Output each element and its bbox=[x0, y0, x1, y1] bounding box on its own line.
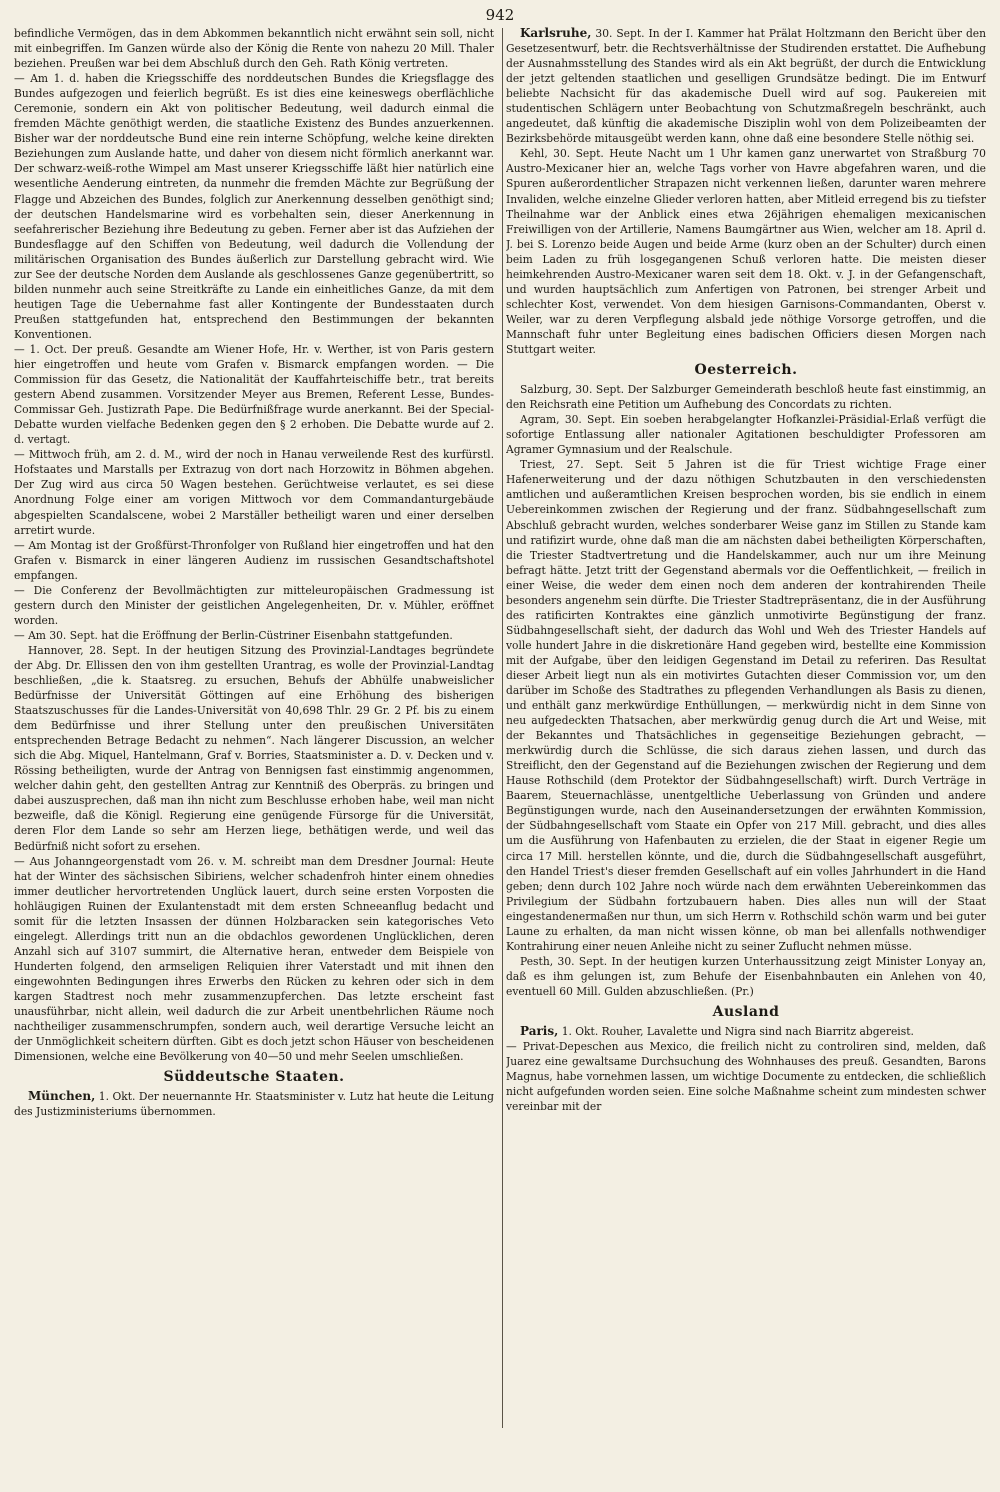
article-paragraph bbox=[14, 643, 494, 854]
paragraph-text: — Die Conferenz der Bevollmächtigten zur mitteleuropäischen Gradmessung ist gestern durch den Minister der geistlichen Angelegenheiten, Dr. v. Mühler, eröffnet worden. bbox=[14, 583, 494, 627]
dateline: Karlsruhe, bbox=[520, 26, 592, 40]
article-paragraph bbox=[14, 583, 494, 628]
paragraph-text: 1. Okt. Der neuernannte Hr. Staatsminister v. Lutz hat heute die Leitung des Justizministeriums übernommen. bbox=[14, 1090, 494, 1119]
paragraph-text: — Mittwoch früh, am 2. d. M., wird der noch in Hanau verweilende Rest des kurfürstl. Hofstaates und Marstalls per Extrazug von dort nach Horzowitz in Böhmen abgehen. Der Zug wird aus circa 50 Wagen bestehen. Gerüchtweise verlautet, es sei diese Anordnung Folge einer am vorigen Mittwoch vor dem Commandanturgebäude abgespielten Scandalscene, wobei 2 Marställer betheiligt waren und einer derselben arretirt wurde. bbox=[14, 448, 494, 537]
article-paragraph bbox=[14, 628, 494, 643]
paragraph-text: Agram, 30. Sept. Ein soeben herabgelangter Hofkanzlei-Präsidial-Erlaß verfügt die sofortige Entlassung aller nationaler Agitationen beschuldigter Professoren am Agramer Gymnasium und der Realschule. bbox=[506, 413, 986, 457]
article-paragraph bbox=[14, 538, 494, 583]
article-paragraph bbox=[14, 1089, 494, 1119]
article-paragraph bbox=[14, 26, 494, 71]
right-column bbox=[506, 26, 986, 1486]
paragraph-text: 1. Okt. Rouher, Lavalette und Nigra sind nach Biarritz abgereist. bbox=[558, 1025, 914, 1039]
paragraph-text: — Am Montag ist der Großfürst-Thronfolger von Rußland hier eingetroffen und hat den Grafen v. Bismarck in einer längeren Audienz im russischen Gesandtschaftshotel empfangen. bbox=[14, 538, 494, 582]
paragraph-text: Pesth, 30. Sept. In der heutigen kurzen Unterhaussitzung zeigt Minister Lonyay an, daß es ihm gelungen ist, zum Behufe der Eisenbahnbauten ein Anlehen von 40, eventuell 60 Mill. Gulden abzuschließen. (Pr.) bbox=[506, 954, 986, 998]
columns bbox=[14, 26, 986, 1486]
paragraph-text: Hannover, 28. Sept. In der heutigen Sitzung des Provinzial-Landtages begründete der Abg. Dr. Ellissen den von ihm gestellten Urantrag, es wolle der Provinzial-Landtag beschließen, „die k. Staatsreg. zu ersuchen, Behufs der Abhülfe unabweislicher Bedürfnisse der Universität Göttingen auf eine Erhöhung des bisherigen Staatszuschusses für die Landes-Universität von 40,698 Thlr. 29 Gr. 2 Pf. bis zu einem dem Bedürfnisse und ihrer Stellung unter den preußischen Universitäten entsprechenden Betrage Bedacht zu nehmen“. Nach längerer Discussion, an welcher sich die Abg. Miquel, Hantelmann, Graf v. Borries, Staatsminister a. D. v. Decken und v. Rössing betheiligten, wurde der Antrag von Bennigsen fast einstimmig angenommen, welcher dahin geht, den gestellten Antrag zur Kenntniß des Oberpräs. zu bringen und dabei auszusprechen, daß man ihn nicht zum Beschlusse erhoben habe, weil man nicht bezweifle, daß die Königl. Regierung eine genügende Fürsorge für die Universität, deren Flor dem Lande so sehr am Herzen liege, bethätigen werde, und weil das Bedürfniß nicht sofort zu ersehen. bbox=[14, 643, 494, 853]
paragraph-text: Triest, 27. Sept. Seit 5 Jahren ist die für Triest wichtige Frage einer Hafenerweiterung und der dazu nöthigen Schutzbauten in den verschiedensten amtlichen und außeramtlichen Kreisen besprochen worden, bis sie endlich in einem Uebereinkommen zwischen der Regierung und der franz. Südbahngesellschaft zum Abschluß gebracht wurden, welches sonderbarer Weise ganz im Stillen zu Stande kam und ratifizirt wurde, ohne daß man die am nächsten dabei betheiligten Körperschaften, die Triester Stadtvertretung und die Handelskammer, auch nur um ihre Meinung befragt hätte. Jetzt tritt der Gegenstand abermals vor die Oeffentlichkeit, — freilich in einer Weise, die weder dem einen noch dem anderen der kontrahirenden Theile besonders angenehm sein dürfte. Die Triester Stadtrepräsentanz, die in der Ausführung des ratificirten Kontraktes eine gänzlich unmotivirte Begünstigung der franz. Südbahngesellschaft sieht, der dadurch das Wohl und Weh des Triester Handels auf volle hundert Jahre in die diskretionäre Hand gegeben wird, bestellte eine Kommission mit der Aufgabe, über den leidigen Gegenstand im Detail zu referiren. Das Resultat dieser Arbeit liegt nun als ein motivirtes Gutachten dieser Commission vor, um den darüber im Schoße des Stadtrathes zu pflegenden Verhandlungen als Basis zu dienen, und enthält ganz merkwürdige Enthüllungen, — merkwürdig nicht in dem Sinne von neu aufgedeckten Thatsachen, aber merkwürdig genug durch die Art und Weise, mit der Bekanntes und Thatsächliches in gegenseitige Beziehungen gebracht, — merkwürdig durch die Schlüsse, die sich daraus ziehen lassen, und durch das Streiflicht, den der Gegenstand auf die Beziehungen zwischen der Regierung und dem Hause Rothschild (dem Protektor der Südbahngesellschaft) wirft. Durch Verträge in Baarem, Steuernachlässe, unentgeltliche Ueberlassung von Gründen und andere Begünstigungen wurde, nach den Auseinandersetzungen der erwähnten Kommission, der Südbahngesellschaft vom Staate ein Opfer von 217 Mill. gebracht, und dies alles um die Ausführung von Hafenbauten zu erzielen, die der Staat in eigener Regie um circa 17 Mill. herstellen könnte, und die, durch die Südbahngesellschaft ausgeführt, den Handel Triest's dieser fremden Gesellschaft auf ein volles Jahrhundert in die Hand geben; denn durch 102 Jahre noch würde nach dem erwähnten Uebereinkommen das Privilegium der Südbahn fortzubauern haben. Dies alles nun will der Staat eingestandenermaßen nur thun, um sich Herrn v. Rothschild schön warm und bei guter Laune zu erhalten, da man nicht wissen könne, ob man bei allenfalls nothwendiger Kontrahirung einer neuen Anleihe nicht zu seiner Zuflucht nehmen müsse. bbox=[506, 458, 986, 953]
article-paragraph bbox=[506, 954, 986, 999]
paragraph-text: — Am 30. Sept. hat die Eröffnung der Berlin-Cüstriner Eisenbahn stattgefunden. bbox=[14, 628, 453, 642]
article-paragraph bbox=[14, 854, 494, 1065]
paragraph-text: — Am 1. d. haben die Kriegsschiffe des norddeutschen Bundes die Kriegsflagge des Bundes aufgezogen und feierlich begrüßt. Es ist dies eine keineswegs oberflächliche Ceremonie, sondern ein Akt von politischer Bedeutung, weil dadurch einmal die fremden Mächte genöthigt werden, die staatliche Existenz des Bundes anzuerkennen. Bisher war der norddeutsche Bund eine rein interne Schöpfung, welche keine direkten Beziehungen zum Auslande hatte, und daher von diesem nicht förmlich anerkannt war. Der schwarz-weiß-rothe Wimpel am Mast unserer Kriegsschiffe läßt hier natürlich eine wesentliche Aenderung eintreten, da nunmehr die fremden Mächte zur Begrüßung der Flagge und Abzeichen des Bundes, folglich zur Anerkennung desselben genöthigt sind; der deutschen Handelsmarine wird es vorbehalten sein, dieser Anerkennung in seefahrerischer Beziehung ihre Bedeutung zu geben. Ferner aber ist das Aufziehen der Bundesflagge auf den Schiffen von Bedeutung, weil dadurch die Vollendung der militärischen Organisation des Bundes äußerlich zur Darstellung gebracht wird. Wie zur See der deutsche Norden dem Auslande als geschlossenes Ganze gegenübertritt, so bilden nunmehr auch seine Streitkräfte zu Lande ein einheitliches Ganze, da mit dem heutigen Tage die Uebernahme fast aller Kontingente der Bundesstaaten durch Preußen stattgefunden hat, entsprechend den Bestimmungen der bekannten Konventionen. bbox=[14, 72, 494, 341]
paragraph-text: befindliche Vermögen, das in dem Abkommen bekanntlich nicht erwähnt sein soll, nicht mit einbegriffen. Im Ganzen würde also der König die Rente von nahezu 20 Mill. Thaler beziehen. Preußen war bei dem Abschluß durch den Geh. Rath König vertreten. bbox=[14, 27, 494, 71]
paragraph-text: — Privat-Depeschen aus Mexico, die freilich nicht zu controliren sind, melden, daß Juarez eine gewaltsame Durchsuchung des Wohnhauses des preuß. Gesandten, Barons Magnus, habe vornehmen lassen, um wichtige Documente zu entdecken, die schließlich nicht aufgefunden worden seien. Eine solche Maßnahme scheint zum mindesten schwer vereinbar mit der bbox=[506, 1040, 986, 1114]
page-number: 942 bbox=[485, 6, 515, 24]
article-paragraph bbox=[506, 26, 986, 146]
article-paragraph bbox=[506, 1024, 986, 1039]
paragraph-text: Kehl, 30. Sept. Heute Nacht um 1 Uhr kamen ganz unerwartet von Straßburg 70 Austro-Mexicaner hier an, welche Tags vorher von Havre abgefahren waren, und die Spuren außerordentlicher Strapazen nicht verkennen ließen, darunter waren mehrere Invaliden, welche einzelne Glieder verloren hatten, aber Mitleid erregend bis zu tiefster Theilnahme war der Anblick eines etwa 26jährigen ehemaligen mexicanischen Freiwilligen von der Artillerie, Namens Baumgärtner aus Wien, welcher am 18. April d. J. bei S. Lorenzo beide Augen und beide Arme (kurz oben an der Schulter) durch einen beim Laden zu früh losgegangenen Schuß verloren hatte. Die meisten dieser heimkehrenden Austro-Mexicaner waren seit dem 18. Okt. v. J. in der Gefangenschaft, und wurden hauptsächlich zum Anfertigen von Patronen, bei strenger Arbeit und schlechter Kost, verwendet. Von dem hiesigen Garnisons-Commandanten, Oberst v. Weiler, war zu deren Verpflegung alsbald jede nöthige Vorsorge getroffen, und die Mannschaft fuhr unter Begleitung eines badischen Officiers diesen Morgen nach Stuttgart weiter. bbox=[506, 147, 986, 356]
article-paragraph bbox=[14, 342, 494, 447]
article-paragraph bbox=[14, 71, 494, 342]
paragraph-text: 30. Sept. In der I. Kammer hat Prälat Holtzmann den Bericht über den Gesetzesentwurf, betr. die Rechtsverhältnisse der Studirenden erstattet. Die Aufhebung der Ausnahmsstellung des Standes wird als ein Akt begrüßt, der durch die Entwicklung der jetzt geltenden staatlichen und geselligen Grundsätze bedingt. Die im Entwurf beliebte Nachsicht für das akademische Duell wird auf sog. Paukereien mit studentischen Schlägern unter Beobachtung von Schutzmaßregeln beschränkt, auch angedeutet, daß künftig die akademische Disziplin wohl von dem Polizeibeamten der Bezirksbehörde mitausgeübt werden kann, ohne daß eine besondere Stelle nöthig sei. bbox=[506, 27, 986, 146]
paragraph-text: — 1. Oct. Der preuß. Gesandte am Wiener Hofe, Hr. v. Werther, ist von Paris gestern hier eingetroffen und heute vom Grafen v. Bismarck empfangen worden. — Die Commission für das Gesetz, die Nationalität der Kauffahrteischiffe betr., trat bereits gestern Abend zusammen. Vorsitzender Meyer aus Bremen, Referent Lesse, Bundes-Commissar Geh. Justizrath Pape. Die Bedürfnißfrage wurde anerkannt. Bei der Special-Debatte wurden vielfache Bedenken gegen den § 2 erhoben. Die Debatte wurde auf 2. d. vertagt. bbox=[14, 342, 494, 447]
article-paragraph bbox=[506, 146, 986, 357]
column-divider bbox=[502, 28, 503, 1428]
paragraph-text: Salzburg, 30. Sept. Der Salzburger Gemeinderath beschloß heute fast einstimmig, an den Reichsrath eine Petition um Aufhebung des Concordats zu richten. bbox=[506, 383, 986, 412]
dateline: Paris, bbox=[520, 1024, 559, 1039]
paragraph-text: — Aus Johanngeorgenstadt vom 26. v. M. schreibt man dem Dresdner Journal: Heute hat der Winter des sächsischen Sibiriens, welcher schadenfroh hinter einem ohnedies immer deutlicher hervortretenden Unglück lauert, durch seine ersten Vorposten die hohläugigen Ruinen der Exulantenstadt mit dem ersten Schneeanflug bedacht und somit für die letzten Insassen der dünnen Holzbaracken sein kategorisches Veto eingelegt. Allerdings tritt nun an die obdachlos gewordenen Unglücklichen, deren Anzahl sich auf 3107 summirt, die Alternative heran, entweder dem Beispiele von Hunderten folgend, den armseligen Reliquien ihrer Vaterstadt und mit ihnen den eingewohnten Bedingungen ihres Erwerbs den Rücken zu kehren oder sich in dem kargen Stadtrest noch mehr zusammenzupferchen. Das letzte erscheint fast unausführbar, nicht allein, weil dadurch die zur Arbeit unentbehrlichen Räume noch nachtheiliger zusammenschrumpfen, sondern auch, weil derartige Versuche leicht an der Unmöglichkeit scheitern dürften. Gibt es doch jetzt schon Häuser von bescheidenen Dimensionen, welche eine Bevölkerung von 40—50 und mehr Seelen umschließen. bbox=[14, 854, 494, 1064]
article-paragraph bbox=[506, 457, 986, 954]
article-paragraph bbox=[14, 447, 494, 537]
left-column bbox=[14, 26, 494, 1486]
dateline: München, bbox=[28, 1089, 96, 1104]
article-paragraph bbox=[506, 1039, 986, 1114]
article-paragraph bbox=[506, 412, 986, 457]
article-paragraph bbox=[506, 382, 986, 412]
section-heading: Oesterreich. bbox=[694, 362, 798, 379]
section-heading: Ausland bbox=[712, 1004, 780, 1020]
section-heading: Süddeutsche Staaten. bbox=[163, 1069, 345, 1086]
